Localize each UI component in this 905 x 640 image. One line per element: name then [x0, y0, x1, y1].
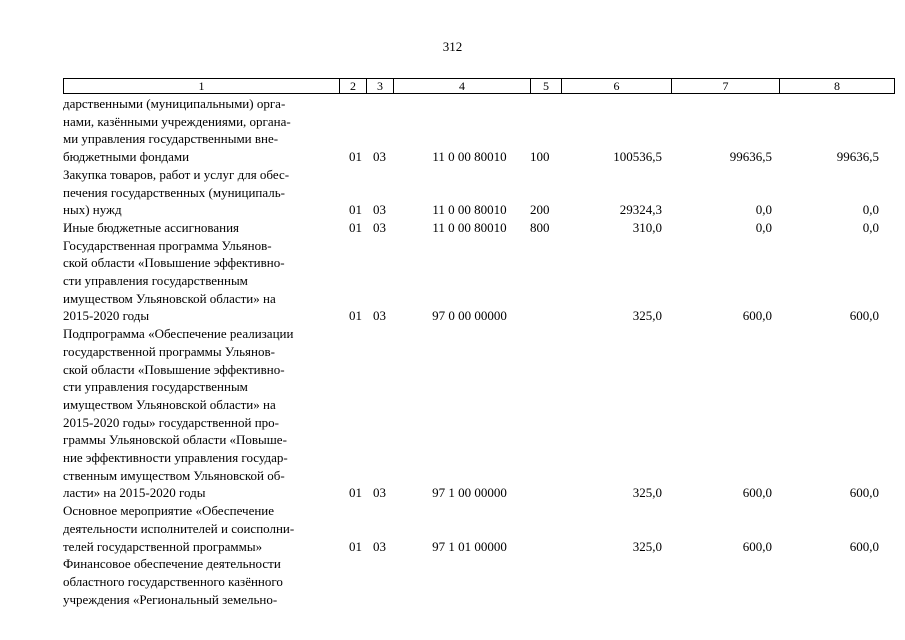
cell-col-8: 0,0	[862, 202, 879, 218]
cell-col-7: 600,0	[742, 485, 772, 501]
cell-col-6: 310,0	[632, 219, 662, 235]
cell-col-3: 03	[373, 538, 386, 554]
description-line: Иные бюджетные ассигнования	[63, 219, 240, 235]
table-row	[63, 166, 893, 219]
cell-col-6: 29324,3	[619, 202, 662, 218]
table-row	[63, 555, 893, 608]
description-line: Закупка товаров, работ и услуг для обес-	[63, 166, 290, 182]
cell-col-4: 97 1 01 00000	[432, 538, 507, 554]
cell-col-6: 100536,5	[613, 149, 662, 165]
table-row	[63, 237, 893, 326]
description-line: ской области «Повышение эффективно-	[63, 255, 285, 271]
row-description	[63, 325, 339, 502]
description-line: ской области «Повышение эффективно-	[63, 361, 285, 377]
description-line: Государственная программа Ульянов-	[63, 237, 272, 253]
header-cell-5: 5	[531, 79, 562, 93]
description-line: 2015-2020 годы» государственной про-	[63, 414, 279, 430]
description-line: Основное мероприятие «Обеспечение	[63, 503, 275, 519]
cell-col-7: 0,0	[755, 202, 772, 218]
cell-col-4: 97 0 00 00000	[432, 308, 507, 324]
cell-col-6: 325,0	[632, 485, 662, 501]
description-line: ственным имуществом Ульяновской об-	[63, 467, 285, 483]
cell-col-3: 03	[373, 219, 386, 235]
cell-col-7: 600,0	[742, 538, 772, 554]
description-line: государственной программы Ульянов-	[63, 343, 275, 359]
header-cell-3: 3	[367, 79, 394, 93]
description-line: ние эффективности управления государ-	[63, 450, 288, 466]
cell-col-7: 600,0	[742, 308, 772, 324]
cell-col-4: 11 0 00 80010	[432, 149, 507, 165]
cell-col-4: 97 1 00 00000	[432, 485, 507, 501]
description-line: ных) нужд	[63, 202, 122, 218]
description-line: дарственными (муниципальными) орга-	[63, 96, 286, 111]
cell-col-2: 01	[349, 202, 362, 218]
header-cell-2: 2	[340, 79, 367, 93]
description-line: граммы Ульяновской области «Повыше-	[63, 432, 287, 448]
cell-col-8: 0,0	[862, 219, 879, 235]
description-line: деятельности исполнителей и соисполни-	[63, 520, 295, 536]
row-description	[63, 555, 339, 608]
header-cell-7: 7	[672, 79, 780, 93]
description-line: нами, казёнными учреждениями, органа-	[63, 113, 291, 129]
cell-col-7: 99636,5	[729, 149, 772, 165]
row-description	[63, 502, 339, 555]
description-line: учреждения «Региональный земельно-	[63, 591, 278, 607]
header-cell-8: 8	[834, 79, 840, 93]
cell-col-2: 01	[349, 308, 362, 324]
table-row	[63, 219, 893, 237]
cell-col-3: 03	[373, 149, 386, 165]
page-number: 312	[442, 39, 463, 54]
header-cell-4: 4	[394, 79, 531, 93]
cell-col-5: 100	[530, 149, 550, 165]
cell-col-3: 03	[373, 485, 386, 501]
cell-col-7: 0,0	[755, 219, 772, 235]
description-line: 2015-2020 годы	[63, 308, 150, 324]
cell-col-8: 600,0	[849, 538, 879, 554]
table-row	[63, 95, 893, 166]
cell-col-8: 600,0	[849, 308, 879, 324]
row-description	[63, 237, 339, 326]
description-line: имуществом Ульяновской области» на	[63, 396, 276, 412]
header-cell-6: 6	[562, 79, 672, 93]
row-description	[63, 166, 339, 219]
cell-col-6: 325,0	[632, 538, 662, 554]
table-body	[63, 95, 893, 608]
description-line: сти управления государственным	[63, 379, 248, 395]
cell-col-2: 01	[349, 485, 362, 501]
description-line: ми управления государственными вне-	[63, 131, 279, 147]
cell-col-4: 11 0 00 80010	[432, 202, 507, 218]
cell-col-2: 01	[349, 219, 362, 235]
cell-col-6: 325,0	[632, 308, 662, 324]
cell-col-8: 99636,5	[836, 149, 879, 165]
cell-col-5: 200	[530, 202, 550, 218]
description-line: ласти» на 2015-2020 годы	[63, 485, 206, 501]
cell-col-5: 800	[530, 219, 550, 235]
cell-col-2: 01	[349, 149, 362, 165]
table-row	[63, 325, 893, 502]
table-row	[63, 502, 893, 555]
cell-col-3: 03	[373, 308, 386, 324]
row-description	[63, 95, 339, 166]
description-line: Финансовое обеспечение деятельности	[63, 556, 281, 572]
description-line: имуществом Ульяновской области» на	[63, 290, 276, 306]
header-cell-1: 1	[64, 79, 340, 93]
description-line: сти управления государственным	[63, 273, 248, 289]
table-header	[63, 78, 895, 94]
cell-col-2: 01	[349, 538, 362, 554]
description-line: печения государственных (муниципаль-	[63, 184, 286, 200]
cell-col-8: 600,0	[849, 485, 879, 501]
cell-col-4: 11 0 00 80010	[432, 219, 507, 235]
description-line: Подпрограмма «Обеспечение реализации	[63, 326, 294, 342]
description-line: бюджетными фондами	[63, 149, 190, 165]
row-description	[63, 219, 339, 237]
description-line: телей государственной программы»	[63, 538, 263, 554]
description-line: областного государственного казённого	[63, 573, 283, 589]
cell-col-3: 03	[373, 202, 386, 218]
